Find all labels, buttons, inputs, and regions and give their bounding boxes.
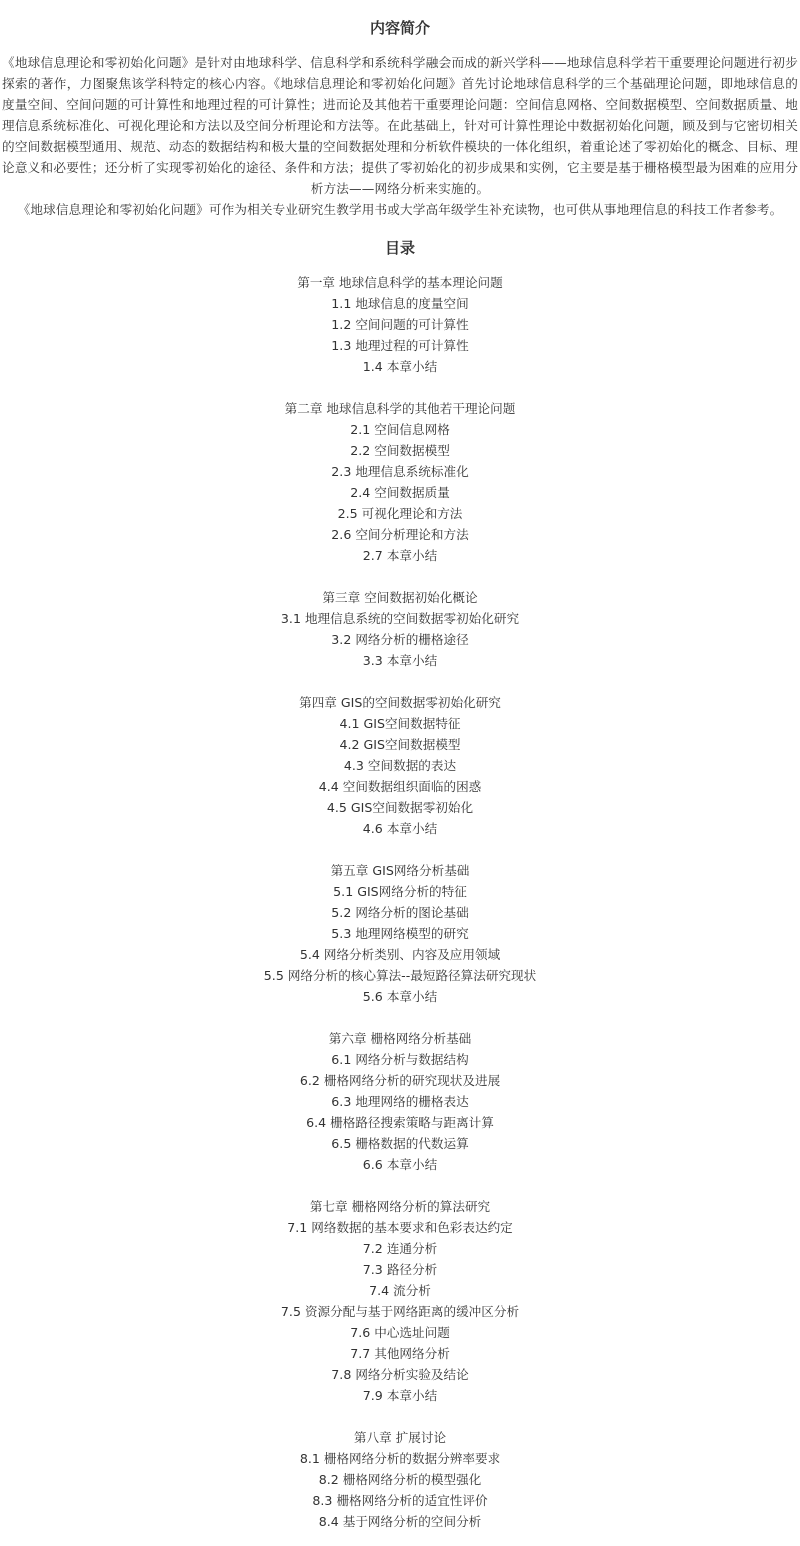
toc-section-item: 5.1 GIS网络分析的特征: [333, 884, 467, 899]
toc-section-item: 2.4 空间数据质量: [350, 485, 450, 500]
toc-section-item: 3.2 网络分析的栅格途径: [331, 632, 469, 647]
toc-section-item: 6.3 地理网络的栅格表达: [331, 1094, 469, 1109]
toc-section-item: 5.4 网络分析类别、内容及应用领域: [299, 947, 501, 962]
toc-section-item: 8.2 栅格网络分析的模型强化: [318, 1472, 482, 1487]
toc-section-item: 2.6 空间分析理论和方法: [331, 527, 469, 542]
toc-section-item: 7.7 其他网络分析: [350, 1346, 450, 1361]
toc-chapter-heading: 第一章 地球信息科学的基本理论问题: [297, 275, 503, 290]
toc-section-item: 3.1 地理信息系统的空间数据零初始化研究: [280, 611, 520, 626]
toc-chapter-heading: 第五章 GIS网络分析基础: [330, 863, 470, 878]
toc-section-item: 7.4 流分析: [369, 1283, 431, 1298]
toc-chapter: [0, 272, 800, 377]
toc-section-item: 8.1 栅格网络分析的数据分辨率要求: [299, 1451, 501, 1466]
toc-section-item: 5.2 网络分析的图论基础: [331, 905, 469, 920]
toc-chapter: [0, 1427, 800, 1532]
toc-section-item: 5.3 地理网络模型的研究: [331, 926, 469, 941]
toc-section-item: 7.3 路径分析: [362, 1262, 438, 1277]
toc-section-item: 6.1 网络分析与数据结构: [331, 1052, 469, 1067]
toc-section-item: 1.2 空间问题的可计算性: [331, 317, 469, 332]
toc-section-item: 4.2 GIS空间数据模型: [339, 737, 461, 752]
toc-section-item: 6.2 栅格网络分析的研究现状及进展: [299, 1073, 501, 1088]
toc-section-item: 2.1 空间信息网格: [350, 422, 450, 437]
toc-section-item: 7.6 中心选址问题: [350, 1325, 450, 1340]
intro-title: 内容简介: [369, 19, 430, 37]
toc-chapter: [0, 692, 800, 839]
toc-section-item: 7.8 网络分析实验及结论: [331, 1367, 469, 1382]
toc-section-item: 6.4 栅格路径搜索策略与距离计算: [306, 1115, 494, 1130]
toc-section-item: 4.6 本章小结: [362, 821, 438, 836]
toc-chapter-heading: 第六章 栅格网络分析基础: [328, 1031, 472, 1046]
toc-section-item: 6.5 栅格数据的代数运算: [331, 1136, 469, 1151]
intro-paragraph: 《地球信息理论和零初始化问题》是针对由地球科学、信息科学和系统科学融会而成的新兴学科——地球信息科学若干重要理论问题进行初步探索的著作，力图聚焦该学科特定的核心内容。《地球信息理论和零初始化问题》首先讨论地球信息科学的三个基础理论问题，即地球信息的度量空间、空间问题的可计算性和地理过程的可计算性；进而论及其他若干重要理论问题：空间信息网格、空间数据模型、空间数据质量、地理信息系统标准化、可视化理论和方法以及空间分析理论和方法等。在此基础上，针对可计算性理论中数据初始化问题，顾及到与它密切相关的空间数据模型通用、规范、动态的数据结构和极大量的空间数据处理和分析软件模块的一体化组织，着重论述了零初始化的概念、目标、理论意义和必要性；还分析了实现零初始化的途径、条件和方法；提供了零初始化的初步成果和实例，它主要是基于栅格模型最为困难的应用分析方法——网络分析来实施的。: [2, 55, 798, 196]
toc-chapter: [0, 1196, 800, 1406]
toc-section-item: 5.6 本章小结: [362, 989, 438, 1004]
toc-title: 目录: [384, 239, 415, 257]
toc-chapter-heading: 第四章 GIS的空间数据零初始化研究: [299, 695, 501, 710]
toc-section-item: 1.1 地球信息的度量空间: [331, 296, 469, 311]
intro-paragraph: 《地球信息理论和零初始化问题》可作为相关专业研究生教学用书或大学高年级学生补充读物，也可供从事地理信息的科技工作者参考。: [17, 202, 783, 217]
toc-chapter-heading: 第三章 空间数据初始化概论: [322, 590, 478, 605]
toc-section-item: 8.3 栅格网络分析的适宜性评价: [312, 1493, 488, 1508]
toc-section-item: 2.3 地理信息系统标准化: [331, 464, 469, 479]
toc-section-item: 7.9 本章小结: [362, 1388, 438, 1403]
toc-chapter-heading: 第七章 栅格网络分析的算法研究: [309, 1199, 491, 1214]
toc-chapter-heading: 第八章 扩展讨论: [353, 1430, 447, 1445]
toc-section-item: 3.3 本章小结: [362, 653, 438, 668]
toc-chapter: [0, 860, 800, 1007]
toc-section-item: 7.2 连通分析: [362, 1241, 438, 1256]
toc-section-item: 4.1 GIS空间数据特征: [339, 716, 461, 731]
intro-text: [0, 52, 800, 220]
toc-section-item: 1.4 本章小结: [362, 359, 438, 374]
toc-section-item: 7.1 网络数据的基本要求和色彩表达约定: [287, 1220, 513, 1235]
toc-section-item: 6.6 本章小结: [362, 1157, 438, 1172]
toc-section-item: 2.2 空间数据模型: [350, 443, 450, 458]
table-of-contents: [0, 272, 800, 1532]
toc-section-item: 4.5 GIS空间数据零初始化: [326, 800, 474, 815]
toc-section-item: 1.3 地理过程的可计算性: [331, 338, 469, 353]
toc-section-item: 5.5 网络分析的核心算法--最短路径算法研究现状: [263, 968, 537, 983]
toc-section-item: 2.7 本章小结: [362, 548, 438, 563]
toc-section-item: 4.3 空间数据的表达: [343, 758, 457, 773]
toc-section-item: 2.5 可视化理论和方法: [337, 506, 463, 521]
toc-chapter: [0, 1028, 800, 1175]
toc-chapter: [0, 587, 800, 671]
toc-chapter: [0, 398, 800, 566]
toc-chapter-heading: 第二章 地球信息科学的其他若干理论问题: [284, 401, 516, 416]
toc-section-item: 8.4 基于网络分析的空间分析: [318, 1514, 482, 1529]
toc-section-item: 4.4 空间数据组织面临的困惑: [318, 779, 482, 794]
toc-section-item: 7.5 资源分配与基于网络距离的缓冲区分析: [280, 1304, 520, 1319]
